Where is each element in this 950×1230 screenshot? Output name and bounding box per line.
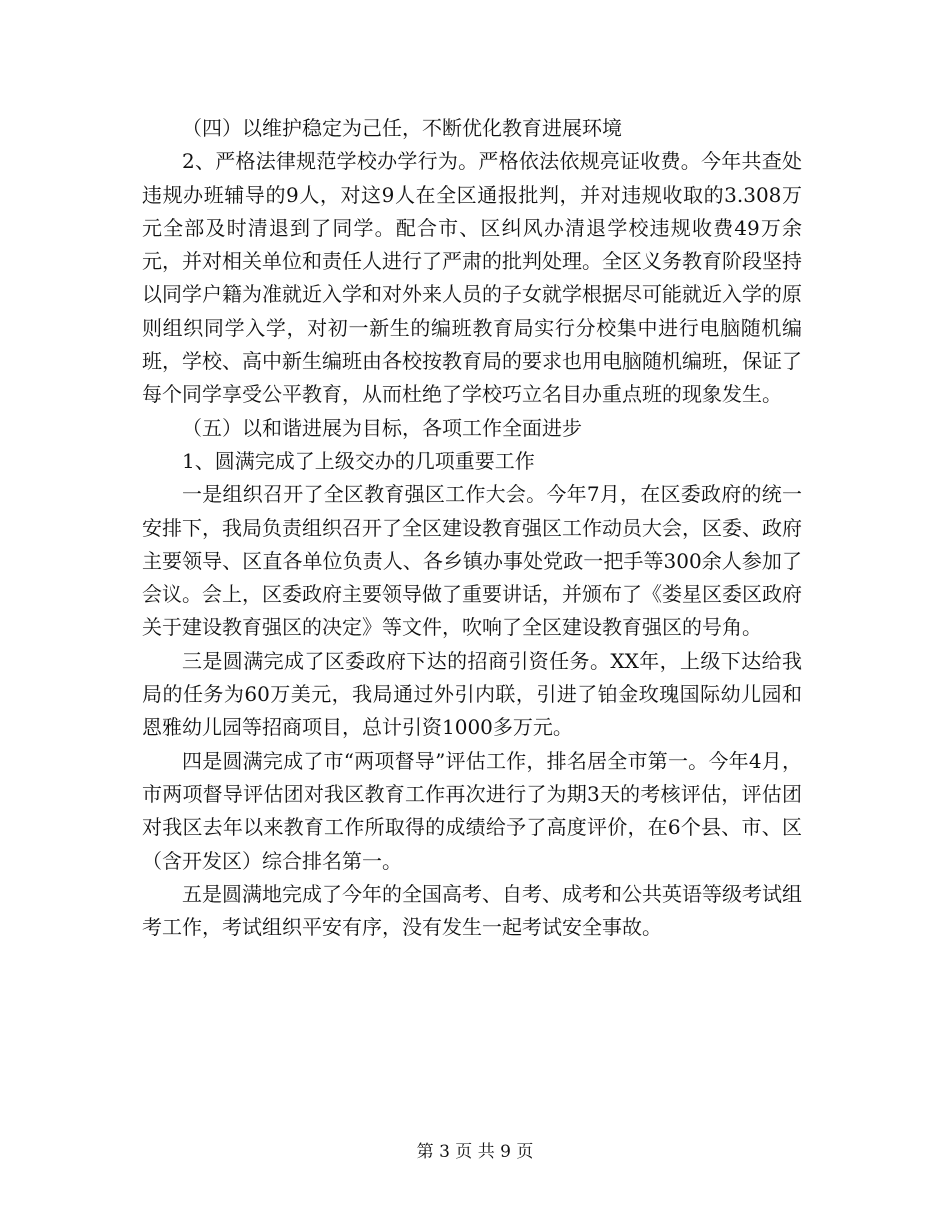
paragraph-school-regulation: 2、严格法律规范学校办学行为。严格依法依规亮证收费。今年共查处违规办班辅导的9人，对这9人在全区通报批判，并对违规收取的3.308万元全部及时清退到了同学。配合市、区纠风办清退学校违规收费49万余元，并对相关单位和责任人进行了严肃的批判处理。全区义务教育阶段坚持以同学户籍为准就近入学和对外来人员的子女就学根据尽可能就近入学的原则组织同学入学，对初一新生的编班教育局实行分校集中进行电脑随机编班，学校、高中新生编班由各校按教育局的要求也用电脑随机编班，保证了每个同学享受公平教育，从而杜绝了学校巧立名目办重点班的现象发生。 bbox=[142, 149, 802, 407]
paragraph-education-conference: 一是组织召开了全区教育强区工作大会。今年7月，在区委政府的统一安排下，我局负责组织召开了全区建设教育强区工作动员大会，区委、政府主要领导、区直各单位负责人、各乡镇办事处党政一把手等300余人参加了会议。会上，区委政府主要领导做了重要讲话，并颁布了《娄星区委区政府关于建设教育强区的决定》等文件，吹响了全区建设教育强区的号角。 bbox=[142, 482, 802, 640]
subheading-tasks: 1、圆满完成了上级交办的几项重要工作 bbox=[182, 448, 535, 473]
paragraph-investment: 三是圆满完成了区委政府下达的招商引资任务。XX年，上级下达给我局的任务为60万美元，我局通过外引内联，引进了铂金玫瑰国际幼儿园和恩雅幼儿园等招商项目，总计引资1000多万元。 bbox=[142, 648, 802, 740]
section-heading-4: （四）以维护稳定为己任，不断优化教育进展环境 bbox=[182, 116, 622, 140]
paragraph-exams: 五是圆满地完成了今年的全国高考、自考、成考和公共英语等级考试组考工作，考试组织平安有序，没有发生一起考试安全事故。 bbox=[142, 881, 802, 940]
section-heading-5: （五）以和谐进展为目标，各项工作全面进步 bbox=[182, 415, 582, 440]
paragraph-supervision-evaluation: 四是圆满完成了市“两项督导”评估工作，排名居全市第一。今年4月，市两项督导评估团对我区教育工作再次进行了为期3天的考核评估，评估团对我区去年以来教育工作所取得的成绩给予了高度评价，在6个县、市、区（含开发区）综合排名第一。 bbox=[142, 748, 802, 873]
page-number-footer: 第 3 页 共 9 页 bbox=[416, 1142, 534, 1162]
document-body bbox=[142, 112, 802, 944]
